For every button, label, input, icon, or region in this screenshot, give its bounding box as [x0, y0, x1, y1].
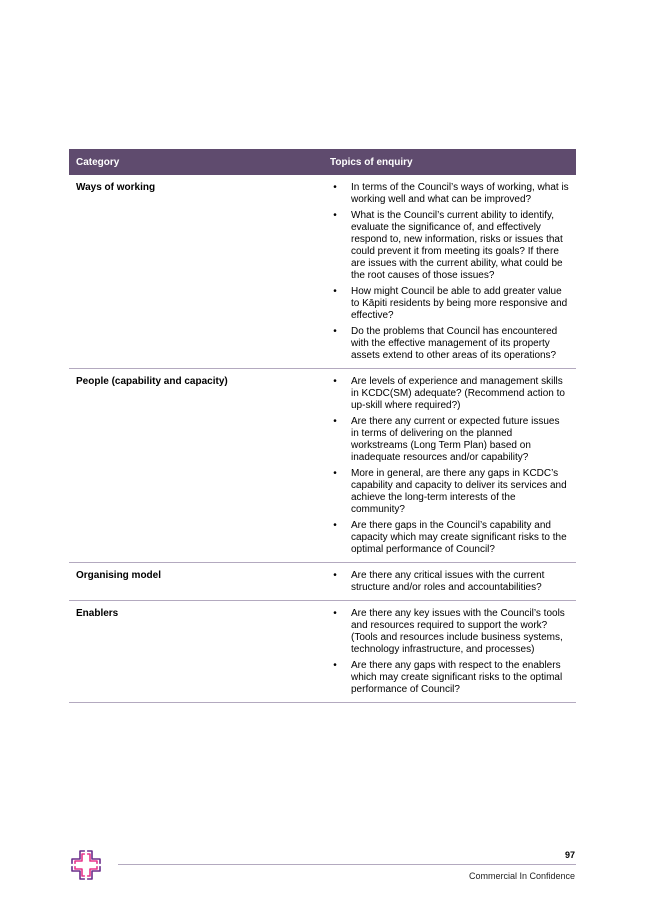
bullet-icon: •	[333, 376, 337, 387]
topic-text: Are there any critical issues with the current structure and/or roles and accountabilities?	[351, 570, 545, 593]
topic-text: Do the problems that Council has encountered with the effective management of its property assets extend to other areas of its operations?	[351, 326, 558, 361]
table-row	[69, 175, 576, 369]
topics-list	[330, 608, 569, 696]
topic-text: In terms of the Council’s ways of working, what is working well and what can be improved?	[351, 182, 569, 205]
bullet-icon: •	[333, 660, 337, 671]
enquiry-table	[69, 149, 576, 703]
table-row	[69, 563, 576, 601]
list-item	[330, 608, 569, 656]
topic-text: What is the Council’s current ability to identify, evaluate the significance of, and effectively respond to, new information, risks or issues that could prevent it from meeting its goals? If there are issues with the current ability, what could be the root causes of those issues?	[351, 210, 563, 281]
header-category: Category	[69, 149, 323, 175]
table-row	[69, 601, 576, 703]
topics-cell	[323, 601, 576, 703]
topic-text: Are there gaps in the Council’s capability and capacity which may create significant risks to the optimal performance of Council?	[351, 520, 567, 555]
list-item	[330, 468, 569, 516]
table-row	[69, 369, 576, 563]
topic-text: Are there any gaps with respect to the enablers which may create significant risks to the optimal performance of Council?	[351, 660, 563, 695]
list-item	[330, 376, 569, 412]
bullet-icon: •	[333, 286, 337, 297]
bullet-icon: •	[333, 608, 337, 619]
topic-text: More in general, are there any gaps in KCDC’s capability and capacity to deliver its services and achieve the long-term interests of the community?	[351, 468, 567, 515]
topics-list	[330, 376, 569, 556]
topics-cell	[323, 563, 576, 601]
category-cell: Organising model	[69, 563, 323, 601]
list-item	[330, 416, 569, 464]
list-item	[330, 182, 569, 206]
bullet-icon: •	[333, 416, 337, 427]
topic-text: Are there any current or expected future issues in terms of delivering on the planned workstreams (Long Term Plan) based on inadequate resources and/or capability?	[351, 416, 560, 463]
council-logo-icon	[69, 848, 103, 882]
bullet-icon: •	[333, 570, 337, 581]
list-item	[330, 520, 569, 556]
list-item	[330, 660, 569, 696]
page-number: 97	[564, 850, 575, 860]
topics-list	[330, 570, 569, 594]
bullet-icon: •	[333, 520, 337, 531]
list-item	[330, 210, 569, 282]
footer-divider	[118, 864, 576, 865]
list-item	[330, 570, 569, 594]
topics-cell	[323, 369, 576, 563]
table-header-row	[69, 149, 576, 175]
category-cell: Ways of working	[69, 175, 323, 369]
confidentiality-note: Commercial In Confidence	[468, 871, 575, 881]
list-item	[330, 286, 569, 322]
bullet-icon: •	[333, 468, 337, 479]
bullet-icon: •	[333, 326, 337, 337]
topics-list	[330, 182, 569, 362]
bullet-icon: •	[333, 182, 337, 193]
category-cell: People (capability and capacity)	[69, 369, 323, 563]
topic-text: Are there any key issues with the Council’s tools and resources required to support the work? (Tools and resources include business systems, technology infrastructure, and processes)	[351, 608, 565, 655]
topic-text: How might Council be able to add greater value to Kāpiti residents by being more responsive and effective?	[351, 286, 568, 321]
bullet-icon: •	[333, 210, 337, 221]
header-topics: Topics of enquiry	[323, 149, 576, 175]
topic-text: Are levels of experience and management skills in KCDC(SM) adequate? (Recommend action to up-skill where required?)	[351, 376, 565, 411]
category-cell: Enablers	[69, 601, 323, 703]
topics-cell	[323, 175, 576, 369]
list-item	[330, 326, 569, 362]
